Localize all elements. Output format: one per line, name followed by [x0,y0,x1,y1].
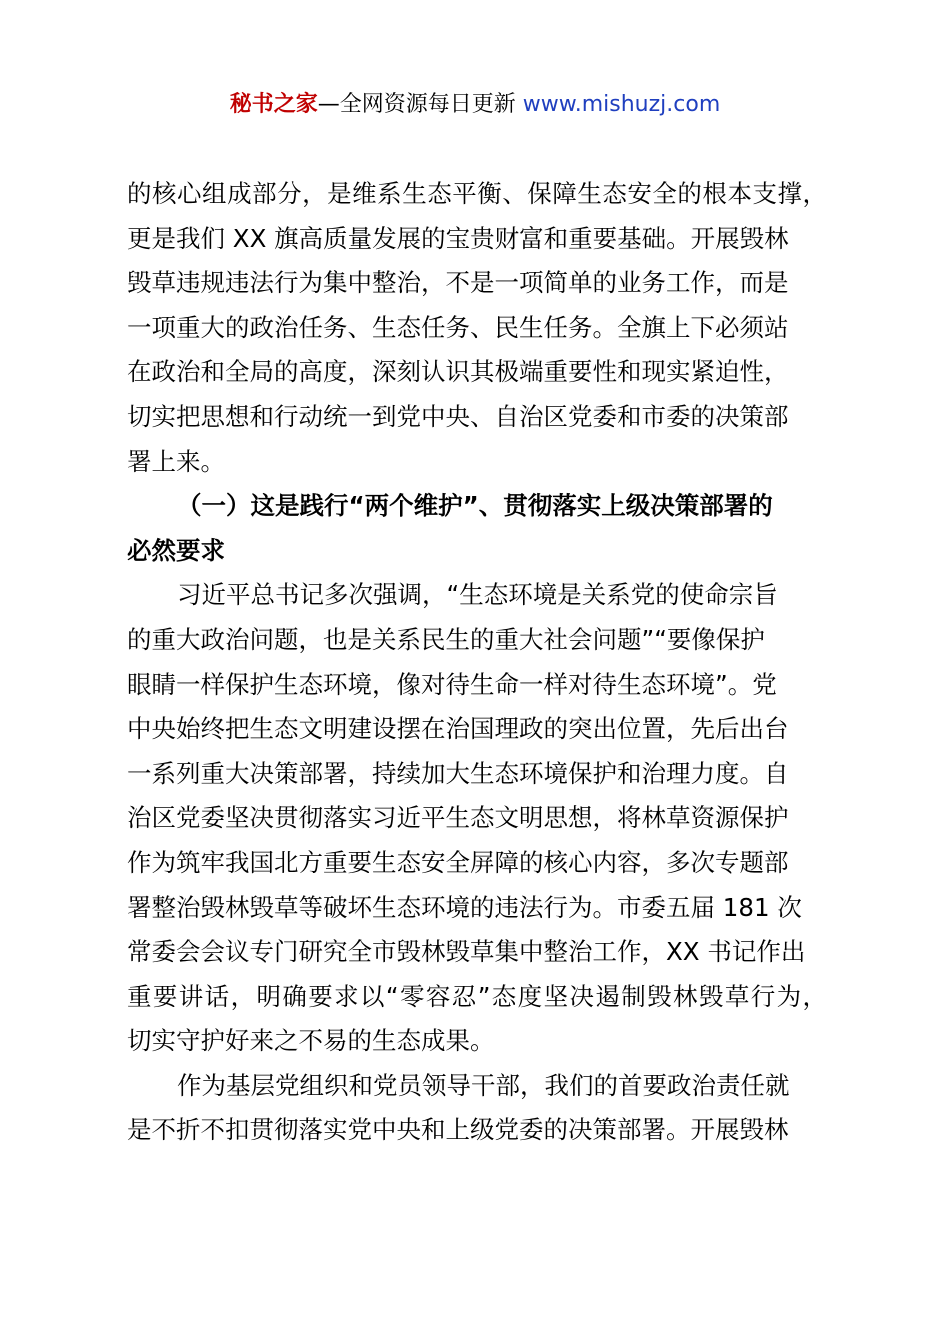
site-header [0,88,950,122]
text-line: 是不折不扣贯彻落实党中央和上级党委的决策部署。开展毁林 [127,1115,789,1145]
paragraph [127,1064,827,1153]
text-line: 中央始终把生态文明建设摆在治国理政的突出位置，先后出台 [127,714,789,744]
text-line: 切实守护好来之不易的生态成果。 [127,1026,495,1056]
document-body [127,172,827,1153]
text-line: 治区党委坚决贯彻落实习近平生态文明思想，将林草资源保护 [127,803,789,833]
heading-line: 必然要求 [127,535,225,565]
text-line: 常委会会议专门研究全市毁林毁草集中整治工作，XX 书记作出 [127,937,806,967]
text-line: 眼睛一样保护生态环境，像对待生命一样对待生态环境”。党 [127,669,777,699]
text-line: 的核心组成部分，是维系生态平衡、保障生态安全的根本支撑， [127,179,827,208]
text-line: 署整治毁林毁草等破坏生态环境的违法行为。市委五届 181 次 [127,892,802,922]
site-url[interactable]: www.mishuzj.com [522,92,721,117]
text-line: 署上来。 [127,446,225,476]
site-tagline: —全网资源每日更新 [317,92,516,117]
text-line: 重要讲话，明确要求以“零容忍”态度坚决遏制毁林毁草行为， [127,981,827,1011]
heading-line: （一）这是践行“两个维护”、贯彻落实上级决策部署的 [177,491,773,521]
text-line: 更是我们 XX 旗高质量发展的宝贵财富和重要基础。开展毁林 [127,223,789,253]
text-line: 一系列重大决策部署，持续加大生态环境保护和治理力度。自 [127,758,789,788]
section-heading [127,484,827,573]
text-line: 的重大政治问题，也是关系民生的重大社会问题”“要像保护 [127,624,765,654]
text-line: 在政治和全局的高度，深刻认识其极端重要性和现实紧迫性， [127,357,789,387]
paragraph [127,573,827,1064]
site-brand: 秘书之家 [229,92,318,117]
text-line: 毁草违规违法行为集中整治，不是一项简单的业务工作，而是 [127,268,789,298]
text-line: 一项重大的政治任务、生态任务、民生任务。全旗上下必须站 [127,312,789,342]
text-line: 作为基层党组织和党员领导干部，我们的首要政治责任就 [177,1070,790,1100]
text-line: 习近平总书记多次强调，“生态环境是关系党的使命宗旨 [177,580,778,610]
paragraph [127,172,827,484]
text-line: 切实把思想和行动统一到党中央、自治区党委和市委的决策部 [127,401,789,431]
text-line: 作为筑牢我国北方重要生态安全屏障的核心内容，多次专题部 [127,847,789,877]
